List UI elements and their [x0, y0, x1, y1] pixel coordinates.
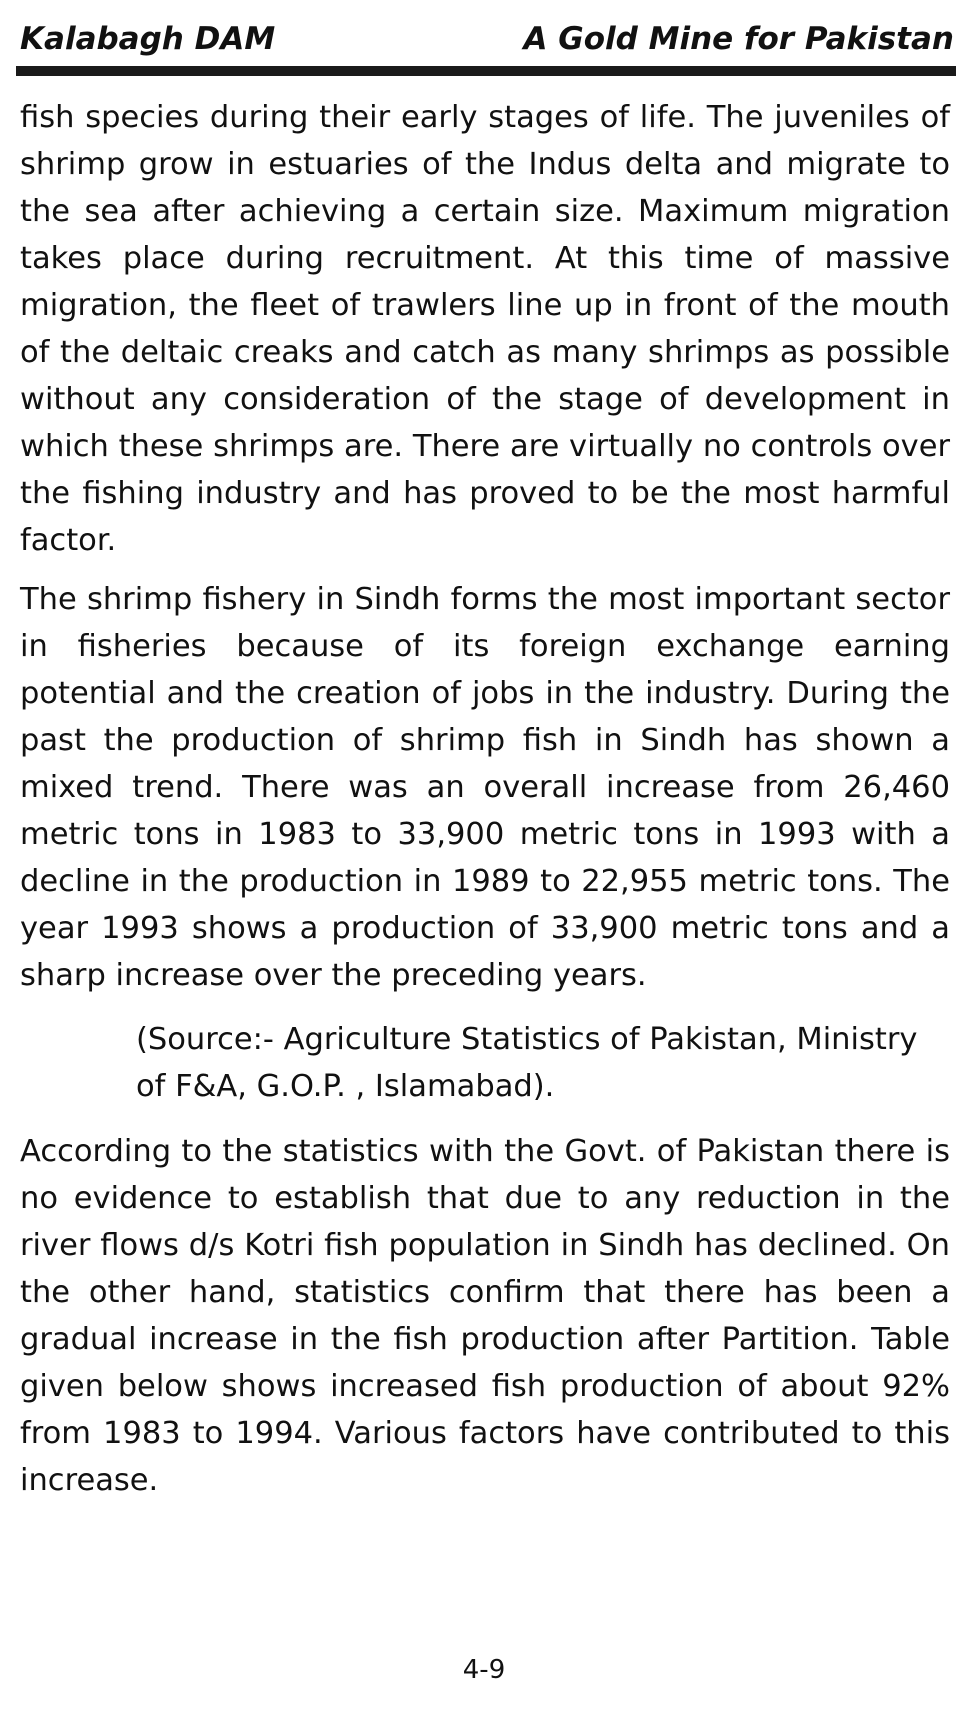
paragraph-fish-production: According to the statistics with the Govt. of Pakistan there is no evidence to establish that due to any reduction in the river flows d/s Kotri fish population in Sindh has declined. On the other hand, statistics confirm that there has been a gradual increase in the fish production after Partition. Table given below shows increased fish production of about 92% from 1983 to 1994. Various factors have contributed to this increase. — [20, 1134, 950, 1498]
page-number: 4-9 — [462, 1655, 506, 1685]
header-left-title: Kalabagh DAM — [20, 21, 276, 57]
header-right-title: A Gold Mine for Pakistan — [523, 21, 954, 57]
paragraph-shrimp-migration: fish species during their early stages of life. The juveniles of shrimp grow in estuaries of the Indus delta and migrate to the sea after achieving a certain size. Maximum migration takes place during recruitment. At this time of massive migration, the fleet of trawlers line up in front of the mouth of the deltaic creaks and catch as many shrimps as possible without any consideration of the stage of development in which these shrimps are. There are virtually no controls over the fishing industry and has proved to be the most harmful factor. — [20, 100, 950, 558]
header-divider — [16, 66, 956, 76]
paragraph-shrimp-fishery: The shrimp fishery in Sindh forms the most important sector in fisheries because of its foreign exchange earning potential and the creation of jobs in the industry. During the past the production of shrimp fish in Sindh has shown a mixed trend. There was an overall increase from 26,460 metric tons in 1983 to 33,900 metric tons in 1993 with a decline in the production in 1989 to 22,955 metric tons. The year 1993 shows a production of 33,900 metric tons and a sharp increase over the preceding years. — [20, 582, 950, 993]
source-citation: (Source:- Agriculture Statistics of Pakistan, Ministry of F&A, G.O.P. , Islamabad). — [136, 1022, 918, 1104]
running-header — [20, 14, 954, 64]
